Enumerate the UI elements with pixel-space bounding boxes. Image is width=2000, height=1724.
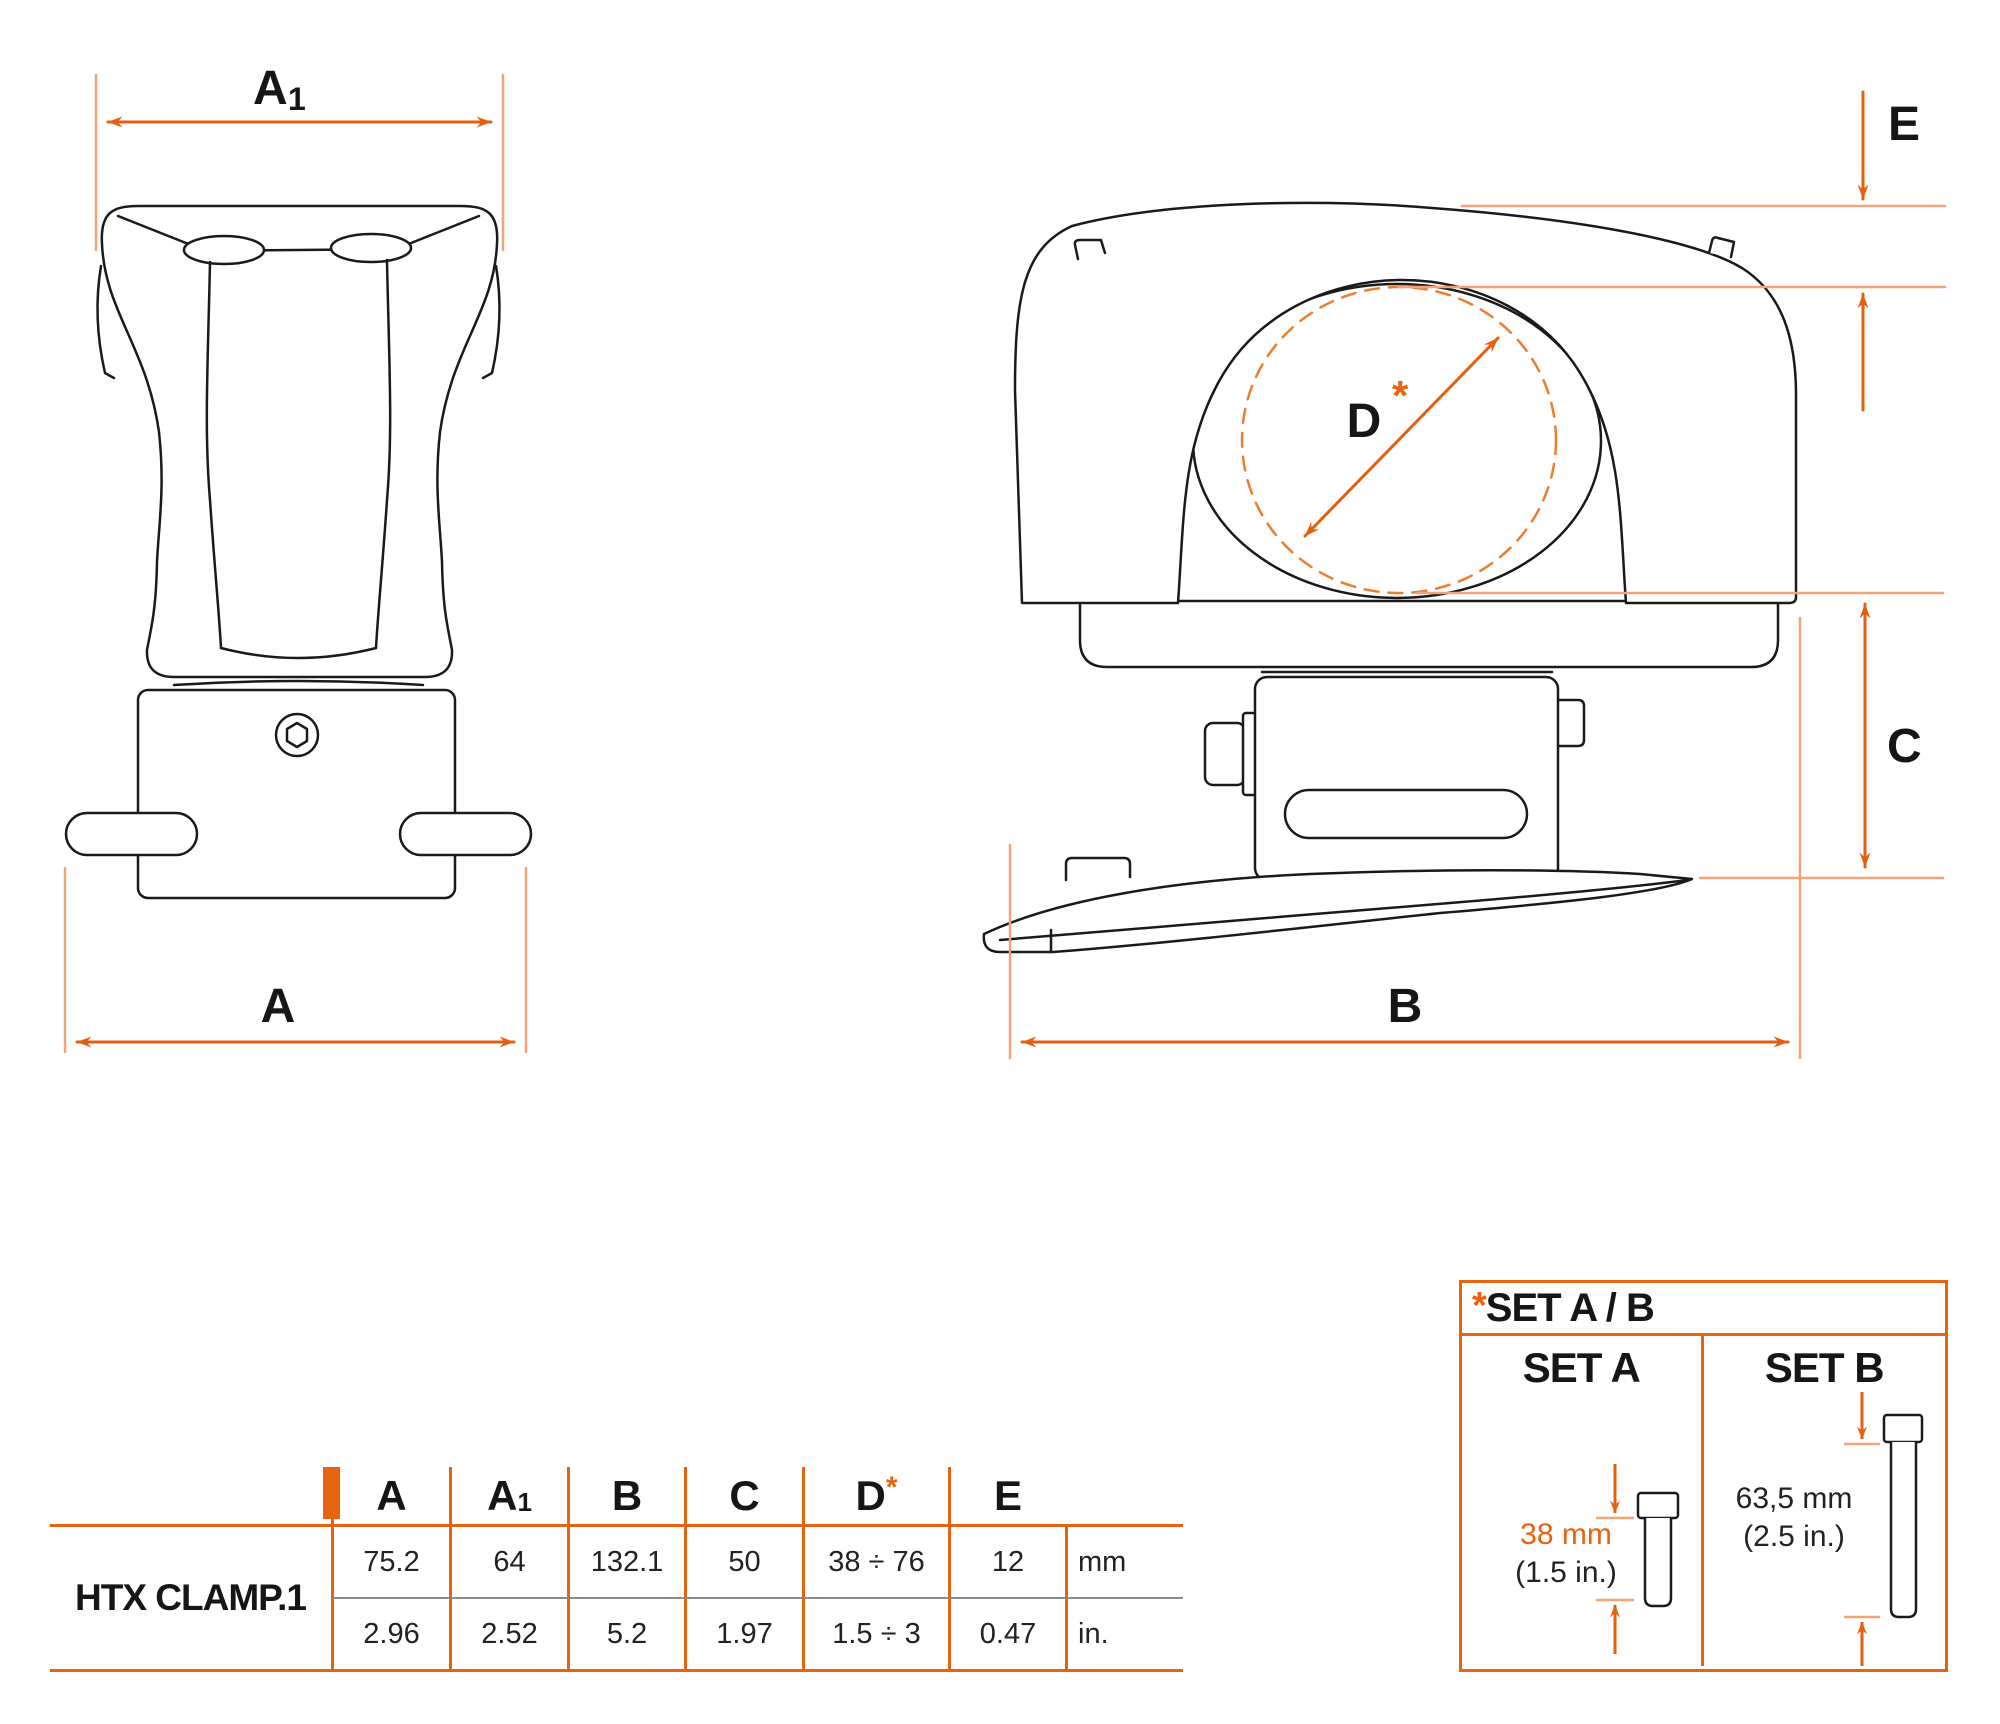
hex-socket-bolt: [276, 714, 318, 756]
table-header-a: A: [331, 1467, 449, 1527]
value-in-e: 0.47: [948, 1599, 1065, 1669]
table-header-c: C: [684, 1467, 802, 1527]
table-header-e: E: [948, 1467, 1065, 1527]
base-plate: [984, 858, 1692, 952]
table-header-d: D *: [802, 1467, 948, 1527]
table-accent-bar: [323, 1467, 340, 1519]
dimension-label-d-star: *: [1392, 372, 1409, 419]
value-in-a: 2.96: [331, 1599, 449, 1669]
set-ab-title: SET A / B: [1485, 1285, 1654, 1330]
set-a-dimension-in: (1.5 in.): [1515, 1556, 1617, 1589]
clamp-head-outline: [102, 206, 497, 677]
front-view: [65, 75, 531, 1052]
value-mm-c: 50: [684, 1527, 802, 1599]
table-header-units: [1065, 1467, 1183, 1527]
set-ab-star: *: [1472, 1285, 1486, 1327]
dimension-table: [50, 1467, 1183, 1672]
dimension-label-e: E: [1888, 98, 1921, 151]
set-a-panel: [1462, 1336, 1704, 1666]
set-b-dimension-in: (2.5 in.): [1742, 1520, 1845, 1553]
value-mm-d: 38 ÷ 76: [802, 1527, 948, 1599]
set-b-dimension-mm: 63,5 mm: [1735, 1482, 1852, 1515]
unit-in: in.: [1065, 1599, 1183, 1669]
dimension-label-a: A: [260, 980, 296, 1033]
dimension-label-a1: A: [253, 62, 288, 115]
value-mm-a: 75.2: [331, 1527, 449, 1599]
unit-mm: mm: [1065, 1527, 1183, 1599]
dimension-label-d: D: [1346, 395, 1382, 448]
block-right-tab: [1558, 700, 1584, 746]
set-ab-box: [1459, 1280, 1948, 1672]
dimension-label-b: B: [1387, 980, 1423, 1033]
set-b-title: SET B: [1764, 1344, 1884, 1391]
dimension-label-a1-sub: 1: [288, 81, 306, 117]
value-in-c: 1.97: [684, 1599, 802, 1669]
table-header-b: B: [567, 1467, 684, 1527]
dimension-label-c: C: [1887, 720, 1922, 773]
lower-jaw-body: [1080, 601, 1778, 667]
set-ab-header: [1462, 1283, 1945, 1336]
block-slot: [1285, 790, 1527, 838]
side-view: [984, 92, 1945, 1058]
value-mm-b: 132.1: [567, 1527, 684, 1599]
value-in-a1: 2.52: [449, 1599, 567, 1669]
product-name: HTX CLAMP.1: [75, 1577, 306, 1618]
value-in-b: 5.2: [567, 1599, 684, 1669]
value-in-d: 1.5 ÷ 3: [802, 1599, 948, 1669]
set-a-dimension-mm: 38 mm: [1520, 1518, 1612, 1551]
set-b-panel: [1704, 1336, 1945, 1666]
table-header-empty: [50, 1467, 331, 1527]
set-a-title: SET A: [1522, 1344, 1640, 1391]
table-header-a1: A 1: [449, 1467, 567, 1527]
mounting-block: [1205, 677, 1584, 880]
value-mm-a1: 64: [449, 1527, 567, 1599]
value-mm-e: 12: [948, 1527, 1065, 1599]
